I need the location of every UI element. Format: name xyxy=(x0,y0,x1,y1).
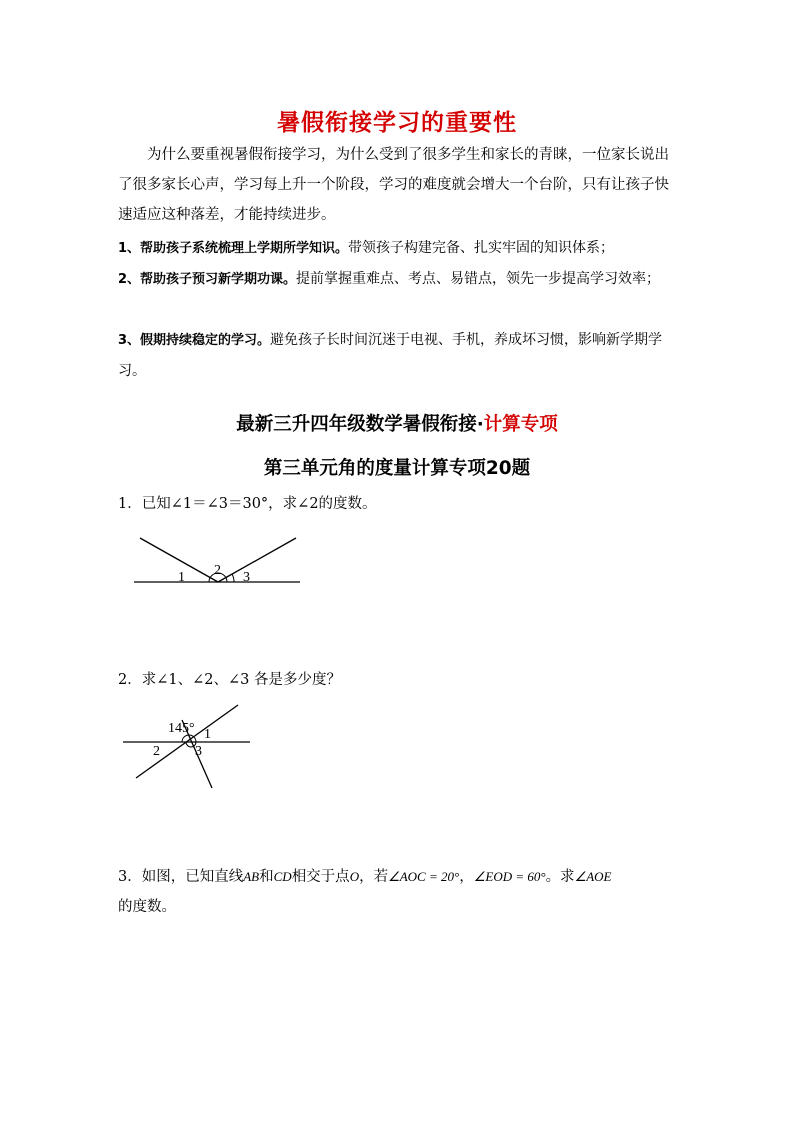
question-2: 2．求∠1、∠2、∠3 各是多少度？ xyxy=(118,672,341,688)
figure-2-label-2: 2 xyxy=(153,744,160,759)
point-2 xyxy=(118,264,678,295)
q3-point-o: O xyxy=(349,869,360,884)
question-1: 1．已知∠1＝∠3＝30°，求∠2的度数。 xyxy=(118,496,377,512)
intro-paragraph xyxy=(118,140,678,230)
point-2-text: 提前掌握重难点、考点、易错点，领先一步提高学习效率； xyxy=(296,271,661,287)
figure-1-label-3: 3 xyxy=(243,570,250,585)
section-heading-black: 最新三升四年级数学暑假衔接· xyxy=(236,414,484,435)
figure-2-diagram xyxy=(120,700,260,795)
section-heading-red: 计算专项 xyxy=(483,414,558,435)
point-3-bold: 3、假期持续稳定的学习。 xyxy=(118,333,271,348)
point-3 xyxy=(118,325,678,386)
figure-1-label-2: 2 xyxy=(214,563,221,578)
q3-text-1: 3．如图，已知直线 xyxy=(118,869,244,885)
figure-2-label-3: 3 xyxy=(195,744,202,759)
section-subheading: 第三单元角的度量计算专项20题 xyxy=(263,458,531,479)
q3-angle-eod: ∠EOD = 60° xyxy=(473,869,546,884)
q3-text-5: ， xyxy=(459,869,474,885)
point-2-bold: 2、帮助孩子预习新学期功课。 xyxy=(118,272,297,287)
page-title: 暑假衔接学习的重要性 xyxy=(277,110,517,136)
q3-text-6: 。求 xyxy=(545,869,575,885)
q3-text-4: ，若 xyxy=(359,869,389,885)
q3-text-3: 相交于点 xyxy=(291,869,350,885)
point-1-bold: 1、帮助孩子系统梳理上学期所学知识。 xyxy=(118,241,349,256)
section-heading xyxy=(0,410,794,436)
point-1 xyxy=(118,233,678,264)
q3-line-cd: CD xyxy=(273,869,292,884)
q3-angle-aoe: ∠AOE xyxy=(574,869,612,884)
q3-text-7: 的度数。 xyxy=(118,899,176,915)
figure-1-diagram xyxy=(130,530,310,590)
figure-2-label-1: 1 xyxy=(204,727,211,742)
figure-2-angle-label: 145° xyxy=(168,721,195,736)
intro-text: 为什么要重视暑假衔接学习，为什么受到了很多学生和家长的青睐，一位家长说出了很多家长心声，学习每上升一个阶段，学习的难度就会增大一个台阶，只有让孩子快速适应这种落差，才能持续进步。 xyxy=(118,147,669,223)
question-3 xyxy=(118,862,678,922)
figure-1-label-1: 1 xyxy=(178,570,185,585)
point-3-text: 避免孩子长时间沉迷于电视、手机，养成坏习惯，影响新学期学习。 xyxy=(118,332,663,379)
figure-1-right-ray xyxy=(218,538,296,582)
q3-angle-aoc: ∠AOC = 20° xyxy=(388,869,460,884)
figure-1-angle-arc-3 xyxy=(232,574,234,582)
point-1-text: 带领孩子构建完备、扎实牢固的知识体系； xyxy=(348,240,615,256)
q3-text-2: 和 xyxy=(259,869,274,885)
q3-line-ab: AB xyxy=(243,869,260,884)
